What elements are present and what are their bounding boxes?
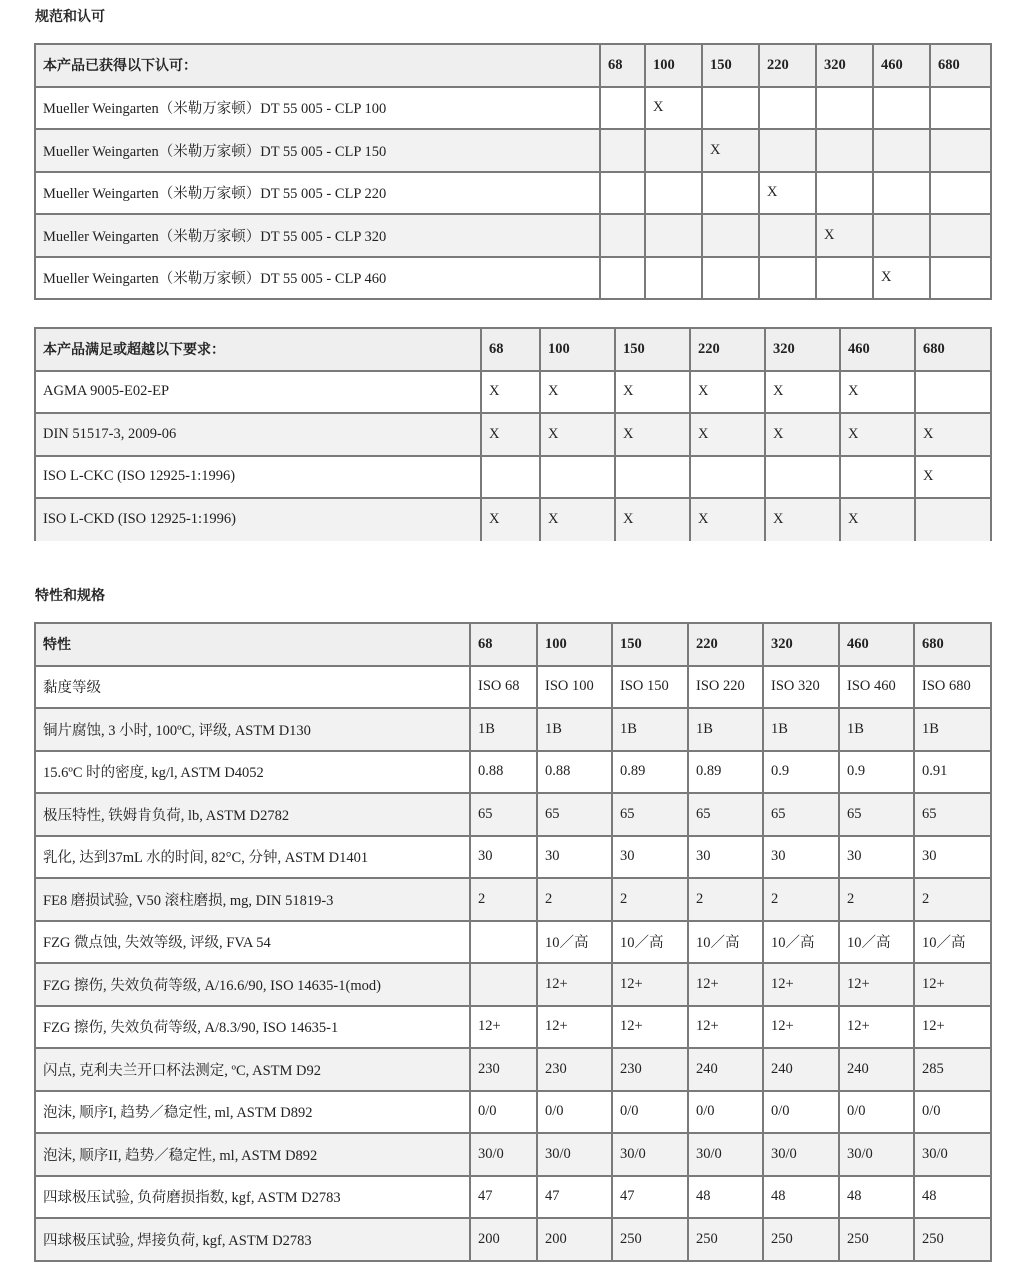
cell-value: 240 — [688, 1048, 763, 1091]
cell-value: X — [615, 413, 690, 456]
cell-value — [930, 129, 991, 172]
cell-value: 2 — [914, 878, 991, 921]
cell-value: 10／高 — [914, 921, 991, 964]
column-header-grade: 320 — [816, 44, 873, 87]
table-row — [35, 666, 991, 709]
cell-value: 285 — [914, 1048, 991, 1091]
table-row — [35, 836, 991, 879]
cell-value: 65 — [763, 793, 839, 836]
cell-value: 1B — [839, 708, 914, 751]
cell-value — [816, 87, 873, 130]
cell-value — [600, 129, 645, 172]
cell-value: X — [759, 172, 816, 215]
cell-value: 0/0 — [470, 1091, 537, 1134]
cell-value: X — [645, 87, 702, 130]
row-label: Mueller Weingarten（米勒万家顿）DT 55 005 - CLP 460 — [35, 257, 600, 300]
cell-value: 0/0 — [537, 1091, 612, 1134]
cell-value — [645, 172, 702, 215]
properties-table — [34, 622, 992, 1262]
row-label: AGMA 9005-E02-EP — [35, 371, 481, 414]
table-row — [35, 921, 991, 964]
table-row — [35, 708, 991, 751]
table-header-row — [35, 623, 991, 666]
column-header-grade: 320 — [763, 623, 839, 666]
cell-value: 2 — [763, 878, 839, 921]
cell-value — [930, 172, 991, 215]
cell-value — [915, 498, 991, 541]
cell-value: X — [481, 413, 540, 456]
table-row — [35, 1218, 991, 1261]
cell-value: 230 — [537, 1048, 612, 1091]
cell-value: 230 — [470, 1048, 537, 1091]
cell-value — [702, 172, 759, 215]
cell-value: 200 — [470, 1218, 537, 1261]
cell-value: 65 — [612, 793, 688, 836]
cell-value: 65 — [839, 793, 914, 836]
cell-value: 30/0 — [688, 1133, 763, 1176]
cell-value: X — [873, 257, 930, 300]
cell-value — [873, 129, 930, 172]
row-label: 泡沫, 顺序II, 趋势／稳定性, ml, ASTM D892 — [35, 1133, 470, 1176]
column-header-grade: 100 — [645, 44, 702, 87]
row-label: 15.6ºC 时的密度, kg/l, ASTM D4052 — [35, 751, 470, 794]
cell-value: 30/0 — [612, 1133, 688, 1176]
column-header-grade: 220 — [688, 623, 763, 666]
cell-value — [702, 87, 759, 130]
cell-value — [759, 214, 816, 257]
row-label: 泡沫, 顺序I, 趋势／稳定性, ml, ASTM D892 — [35, 1091, 470, 1134]
column-header-label: 本产品已获得以下认可： — [35, 44, 600, 87]
cell-value: 12+ — [612, 1006, 688, 1049]
cell-value — [759, 129, 816, 172]
column-header-grade: 680 — [930, 44, 991, 87]
cell-value: 0.89 — [688, 751, 763, 794]
cell-value — [873, 214, 930, 257]
table-row — [35, 456, 991, 499]
row-label: 闪点, 克利夫兰开口杯法测定, ºC, ASTM D92 — [35, 1048, 470, 1091]
cell-value: 48 — [839, 1176, 914, 1219]
table-row — [35, 751, 991, 794]
cell-value: 65 — [470, 793, 537, 836]
cell-value — [481, 456, 540, 499]
table-row — [35, 878, 991, 921]
table-row — [35, 257, 991, 300]
section-title-specs: 规范和认可 — [35, 9, 105, 25]
cell-value: 0.9 — [839, 751, 914, 794]
table-row — [35, 1176, 991, 1219]
cell-value — [930, 257, 991, 300]
cell-value: X — [690, 498, 765, 541]
cell-value: 47 — [537, 1176, 612, 1219]
cell-value: 65 — [914, 793, 991, 836]
cell-value: ISO 220 — [688, 666, 763, 709]
row-label: ISO L-CKD (ISO 12925-1:1996) — [35, 498, 481, 541]
table-row — [35, 498, 991, 541]
row-label: 铜片腐蚀, 3 小时, 100ºC, 评级, ASTM D130 — [35, 708, 470, 751]
row-label: DIN 51517-3, 2009-06 — [35, 413, 481, 456]
cell-value: 0.88 — [537, 751, 612, 794]
column-header-grade: 68 — [470, 623, 537, 666]
cell-value: 47 — [470, 1176, 537, 1219]
cell-value: 30/0 — [839, 1133, 914, 1176]
cell-value: 0/0 — [612, 1091, 688, 1134]
cell-value — [873, 172, 930, 215]
table-row — [35, 1133, 991, 1176]
cell-value: 48 — [763, 1176, 839, 1219]
row-label: 四球极压试验, 焊接负荷, kgf, ASTM D2783 — [35, 1218, 470, 1261]
cell-value — [816, 129, 873, 172]
cell-value: X — [915, 456, 991, 499]
cell-value: X — [540, 371, 615, 414]
cell-value — [690, 456, 765, 499]
row-label: FZG 擦伤, 失效负荷等级, A/16.6/90, ISO 14635-1(mod) — [35, 963, 470, 1006]
cell-value — [540, 456, 615, 499]
cell-value: 0/0 — [763, 1091, 839, 1134]
cell-value: 2 — [612, 878, 688, 921]
cell-value — [645, 257, 702, 300]
cell-value — [600, 214, 645, 257]
cell-value: 12+ — [914, 1006, 991, 1049]
cell-value: 0.91 — [914, 751, 991, 794]
table-row — [35, 172, 991, 215]
cell-value: 200 — [537, 1218, 612, 1261]
cell-value: 12+ — [839, 963, 914, 1006]
row-label: FZG 微点蚀, 失效等级, 评级, FVA 54 — [35, 921, 470, 964]
table-header-row — [35, 328, 991, 371]
cell-value: 30 — [839, 836, 914, 879]
cell-value: 1B — [537, 708, 612, 751]
cell-value — [615, 456, 690, 499]
row-label: 极压特性, 铁姆肯负荷, lb, ASTM D2782 — [35, 793, 470, 836]
table-row — [35, 413, 991, 456]
cell-value: X — [765, 413, 840, 456]
cell-value: ISO 68 — [470, 666, 537, 709]
cell-value — [470, 963, 537, 1006]
cell-value: 250 — [839, 1218, 914, 1261]
row-label: FE8 磨损试验, V50 滚柱磨损, mg, DIN 51819-3 — [35, 878, 470, 921]
cell-value: 10／高 — [612, 921, 688, 964]
cell-value: X — [840, 413, 915, 456]
cell-value: 1B — [763, 708, 839, 751]
column-header-grade: 460 — [839, 623, 914, 666]
cell-value: 30 — [763, 836, 839, 879]
column-header-grade: 100 — [537, 623, 612, 666]
table-row — [35, 1091, 991, 1134]
column-header-grade: 220 — [759, 44, 816, 87]
table-row — [35, 214, 991, 257]
cell-value: X — [840, 371, 915, 414]
column-header-grade: 100 — [540, 328, 615, 371]
row-label: 乳化, 达到37mL 水的时间, 82°C, 分钟, ASTM D1401 — [35, 836, 470, 879]
cell-value: 30 — [537, 836, 612, 879]
cell-value: 0/0 — [914, 1091, 991, 1134]
cell-value: 12+ — [839, 1006, 914, 1049]
row-label: ISO L-CKC (ISO 12925-1:1996) — [35, 456, 481, 499]
cell-value: 0.89 — [612, 751, 688, 794]
table-row — [35, 371, 991, 414]
column-header-label: 特性 — [35, 623, 470, 666]
cell-value: X — [690, 413, 765, 456]
cell-value — [702, 214, 759, 257]
row-label: Mueller Weingarten（米勒万家顿）DT 55 005 - CLP 150 — [35, 129, 600, 172]
row-label: Mueller Weingarten（米勒万家顿）DT 55 005 - CLP 220 — [35, 172, 600, 215]
cell-value — [930, 214, 991, 257]
cell-value: ISO 150 — [612, 666, 688, 709]
cell-value — [645, 129, 702, 172]
cell-value: 240 — [763, 1048, 839, 1091]
cell-value: 240 — [839, 1048, 914, 1091]
cell-value: 2 — [470, 878, 537, 921]
cell-value: 30/0 — [470, 1133, 537, 1176]
cell-value — [765, 456, 840, 499]
column-header-grade: 680 — [915, 328, 991, 371]
cell-value: X — [615, 371, 690, 414]
cell-value: X — [540, 498, 615, 541]
cell-value — [600, 257, 645, 300]
column-header-grade: 320 — [765, 328, 840, 371]
cell-value: X — [840, 498, 915, 541]
cell-value: 1B — [470, 708, 537, 751]
cell-value: 0/0 — [839, 1091, 914, 1134]
cell-value — [645, 214, 702, 257]
cell-value: 250 — [688, 1218, 763, 1261]
cell-value: X — [690, 371, 765, 414]
cell-value: 2 — [688, 878, 763, 921]
cell-value: 30/0 — [763, 1133, 839, 1176]
cell-value: 10／高 — [839, 921, 914, 964]
cell-value — [470, 921, 537, 964]
column-header-grade: 150 — [612, 623, 688, 666]
cell-value: 2 — [839, 878, 914, 921]
cell-value: X — [481, 371, 540, 414]
cell-value: 10／高 — [763, 921, 839, 964]
row-label: 四球极压试验, 负荷磨损指数, kgf, ASTM D2783 — [35, 1176, 470, 1219]
cell-value: 250 — [763, 1218, 839, 1261]
cell-value: 65 — [688, 793, 763, 836]
cell-value — [759, 87, 816, 130]
table-row — [35, 1048, 991, 1091]
cell-value: 12+ — [763, 963, 839, 1006]
cell-value: 12+ — [688, 1006, 763, 1049]
column-header-label: 本产品满足或超越以下要求： — [35, 328, 481, 371]
cell-value: 12+ — [688, 963, 763, 1006]
cell-value: 48 — [914, 1176, 991, 1219]
cell-value: 10／高 — [537, 921, 612, 964]
cell-value — [816, 172, 873, 215]
cell-value: ISO 680 — [914, 666, 991, 709]
cell-value — [600, 87, 645, 130]
cell-value: 230 — [612, 1048, 688, 1091]
cell-value: 30 — [688, 836, 763, 879]
cell-value: 2 — [537, 878, 612, 921]
cell-value: X — [540, 413, 615, 456]
cell-value: 250 — [612, 1218, 688, 1261]
cell-value: 12+ — [612, 963, 688, 1006]
cell-value — [873, 87, 930, 130]
table-row — [35, 1006, 991, 1049]
cell-value: X — [702, 129, 759, 172]
cell-value: 47 — [612, 1176, 688, 1219]
table-row — [35, 87, 991, 130]
requirements-table — [34, 327, 992, 541]
column-header-grade: 150 — [615, 328, 690, 371]
cell-value: 0/0 — [688, 1091, 763, 1134]
cell-value — [759, 257, 816, 300]
cell-value: ISO 320 — [763, 666, 839, 709]
cell-value: 1B — [914, 708, 991, 751]
cell-value: X — [765, 371, 840, 414]
cell-value: X — [615, 498, 690, 541]
cell-value — [840, 456, 915, 499]
row-label: FZG 擦伤, 失效负荷等级, A/8.3/90, ISO 14635-1 — [35, 1006, 470, 1049]
row-label: Mueller Weingarten（米勒万家顿）DT 55 005 - CLP 320 — [35, 214, 600, 257]
cell-value: 30/0 — [914, 1133, 991, 1176]
row-label: 黏度等级 — [35, 666, 470, 709]
cell-value: 12+ — [914, 963, 991, 1006]
cell-value: 10／高 — [688, 921, 763, 964]
cell-value: 30 — [612, 836, 688, 879]
cell-value: X — [915, 413, 991, 456]
table-row — [35, 793, 991, 836]
column-header-grade: 68 — [481, 328, 540, 371]
cell-value: 65 — [537, 793, 612, 836]
approvals-table — [34, 43, 992, 300]
cell-value: 48 — [688, 1176, 763, 1219]
cell-value — [600, 172, 645, 215]
cell-value: 12+ — [763, 1006, 839, 1049]
cell-value: X — [765, 498, 840, 541]
column-header-grade: 460 — [840, 328, 915, 371]
cell-value: X — [816, 214, 873, 257]
cell-value: X — [481, 498, 540, 541]
cell-value: 12+ — [470, 1006, 537, 1049]
cell-value: 30/0 — [537, 1133, 612, 1176]
cell-value: 30 — [470, 836, 537, 879]
cell-value — [702, 257, 759, 300]
section-title-properties: 特性和规格 — [35, 588, 105, 604]
column-header-grade: 150 — [702, 44, 759, 87]
cell-value — [816, 257, 873, 300]
column-header-grade: 460 — [873, 44, 930, 87]
cell-value: 12+ — [537, 1006, 612, 1049]
cell-value: ISO 460 — [839, 666, 914, 709]
row-label: Mueller Weingarten（米勒万家顿）DT 55 005 - CLP 100 — [35, 87, 600, 130]
cell-value: 250 — [914, 1218, 991, 1261]
cell-value: 12+ — [537, 963, 612, 1006]
table-header-row — [35, 44, 991, 87]
table-row — [35, 963, 991, 1006]
cell-value: ISO 100 — [537, 666, 612, 709]
cell-value — [915, 371, 991, 414]
cell-value — [930, 87, 991, 130]
column-header-grade: 68 — [600, 44, 645, 87]
table-row — [35, 129, 991, 172]
column-header-grade: 220 — [690, 328, 765, 371]
cell-value: 0.9 — [763, 751, 839, 794]
cell-value: 0.88 — [470, 751, 537, 794]
cell-value: 1B — [612, 708, 688, 751]
cell-value: 30 — [914, 836, 991, 879]
cell-value: 1B — [688, 708, 763, 751]
column-header-grade: 680 — [914, 623, 991, 666]
